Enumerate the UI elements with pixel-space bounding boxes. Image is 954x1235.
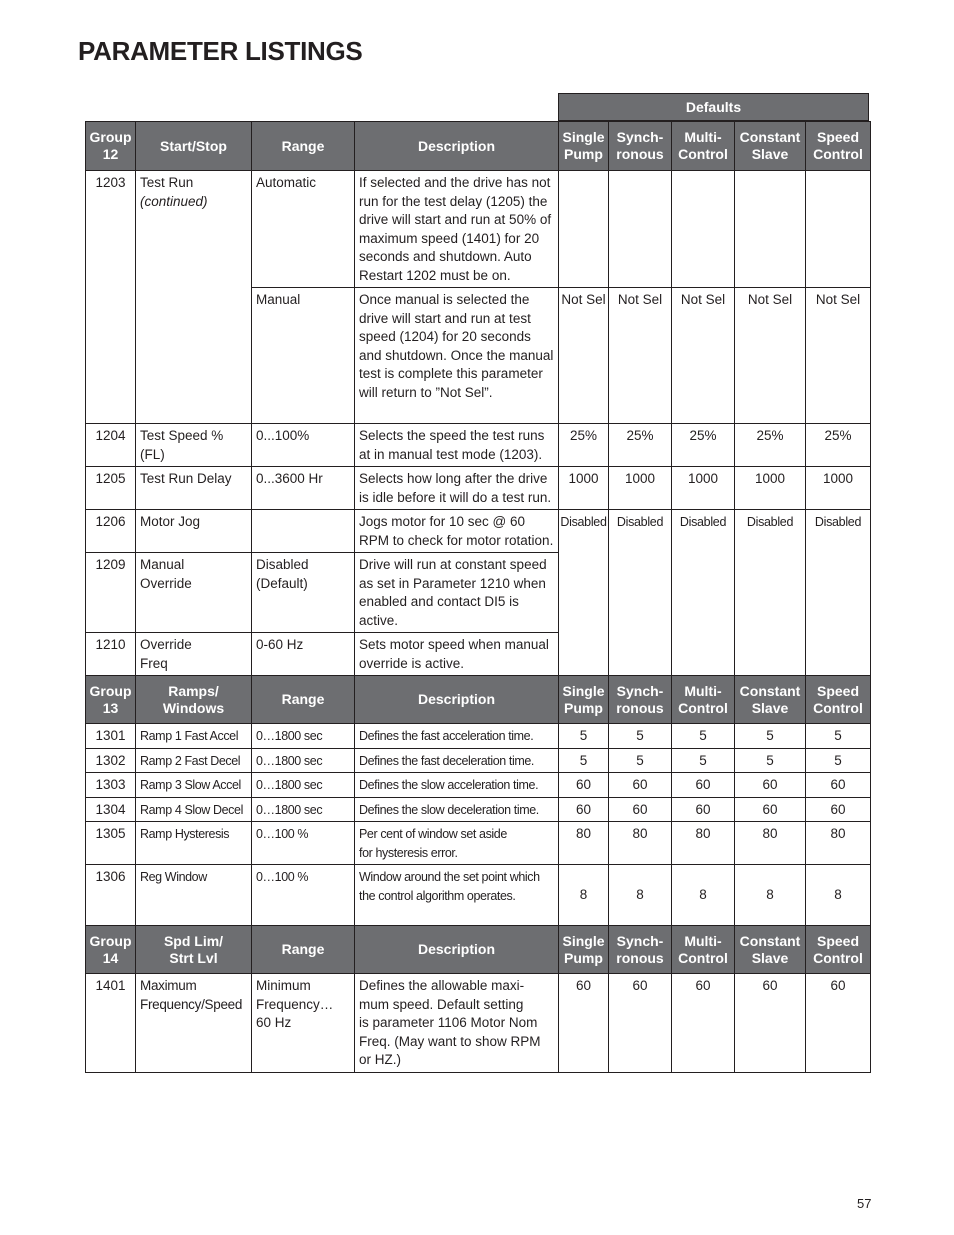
default-value: 5 — [806, 748, 871, 773]
description-header: Description — [355, 926, 559, 974]
default-value: 60 — [806, 797, 871, 822]
default-value: 5 — [559, 724, 609, 749]
param-range — [252, 510, 355, 553]
description-header: Description — [355, 122, 559, 171]
param-name: Test Run Delay — [136, 467, 252, 510]
range-header: Range — [252, 676, 355, 724]
constant-slave-header: Constant Slave — [735, 926, 806, 974]
param-range: 0...3600 Hr — [252, 467, 355, 510]
param-id: 1305 — [86, 822, 136, 865]
page-number: 57 — [857, 1196, 872, 1211]
default-value: 1000 — [672, 467, 735, 510]
synchronous-header: Synch- ronous — [609, 926, 672, 974]
default-value: 60 — [609, 773, 672, 798]
group-number-header: Group 14 — [86, 926, 136, 974]
speed-control-header: Speed Control — [806, 926, 871, 974]
group-number-header: Group 12 — [86, 122, 136, 171]
default-value: Not Sel — [609, 288, 672, 424]
default-value: 25% — [806, 424, 871, 467]
default-value: 60 — [672, 797, 735, 822]
param-description: Defines the fast deceleration time. — [355, 748, 559, 773]
default-value: 8 — [806, 865, 871, 926]
speed-control-header: Speed Control — [806, 676, 871, 724]
param-id: 1210 — [86, 633, 136, 676]
param-range: 0…100 % — [252, 865, 355, 926]
param-range: 0…1800 sec — [252, 724, 355, 749]
param-name: Motor Jog — [136, 510, 252, 553]
constant-slave-header: Constant Slave — [735, 676, 806, 724]
param-description: If selected and the drive has not run for the test delay (1205) the drive will start and run at 50% of maximum speed (1401) for 20 seconds and shutdown. Auto Restart 1202 must be on. — [355, 171, 559, 288]
default-value: 60 — [672, 974, 735, 1073]
param-description: Sets motor speed when manual override is active. — [355, 633, 559, 676]
param-id: 1301 — [86, 724, 136, 749]
param-description: Defines the slow deceleration time. — [355, 797, 559, 822]
default-value: 25% — [609, 424, 672, 467]
group-12-header-row — [86, 122, 871, 171]
group-name-header: Spd Lim/ Strt Lvl — [136, 926, 252, 974]
table-row — [86, 424, 871, 467]
param-range: 0...100% — [252, 424, 355, 467]
group-14-header-row — [86, 926, 871, 974]
synchronous-header: Synch- ronous — [609, 122, 672, 171]
default-value: 60 — [559, 797, 609, 822]
default-value-cell — [609, 171, 672, 288]
group-name-header: Start/Stop — [136, 122, 252, 171]
default-value: 8 — [672, 865, 735, 926]
param-id: 1306 — [86, 865, 136, 926]
table-row — [86, 797, 871, 822]
group-name-header: Ramps/ Windows — [136, 676, 252, 724]
range-header: Range — [252, 122, 355, 171]
param-description: Window around the set point which the control algorithm operates. — [355, 865, 559, 926]
default-value: Not Sel — [672, 288, 735, 424]
default-value: 60 — [559, 974, 609, 1073]
param-id: 1303 — [86, 773, 136, 798]
param-range: 0…1800 sec — [252, 797, 355, 822]
default-value: 5 — [672, 748, 735, 773]
param-range: Disabled (Default) — [252, 553, 355, 633]
default-value: 5 — [806, 724, 871, 749]
default-value: Not Sel — [559, 288, 609, 424]
param-description: Jogs motor for 10 sec @ 60 RPM to check for motor rotation. — [355, 510, 559, 553]
group-number-header: Group 13 — [86, 676, 136, 724]
param-range: Manual — [252, 288, 355, 424]
multi-control-header: Multi- Control — [672, 122, 735, 171]
default-value-cell — [735, 171, 806, 288]
default-value: 1000 — [559, 467, 609, 510]
param-id: 1302 — [86, 748, 136, 773]
description-header: Description — [355, 676, 559, 724]
table-row — [86, 510, 871, 553]
range-header: Range — [252, 926, 355, 974]
default-value: 1000 — [735, 467, 806, 510]
param-id: 1304 — [86, 797, 136, 822]
default-value: 60 — [609, 974, 672, 1073]
param-range: Automatic — [252, 171, 355, 288]
table-row — [86, 822, 871, 865]
default-value: 8 — [609, 865, 672, 926]
default-value: 5 — [559, 748, 609, 773]
table-row — [86, 748, 871, 773]
default-value: 60 — [806, 974, 871, 1073]
param-description: Drive will run at constant speed as set in Parameter 1210 when enabled and contact DI5 is active. — [355, 553, 559, 633]
param-description: Selects the speed the test runs at in manual test mode (1203). — [355, 424, 559, 467]
param-name: Ramp 2 Fast Decel — [136, 748, 252, 773]
table-row — [86, 171, 871, 288]
default-value: 80 — [672, 822, 735, 865]
default-value: 80 — [609, 822, 672, 865]
default-value: 1000 — [806, 467, 871, 510]
table-row — [86, 865, 871, 926]
param-description: Defines the fast acceleration time. — [355, 724, 559, 749]
single-pump-header: Single Pump — [559, 122, 609, 171]
param-name: Maximum Frequency/Speed — [136, 974, 252, 1073]
default-value: 5 — [735, 748, 806, 773]
default-value: 25% — [559, 424, 609, 467]
param-description: Selects how long after the drive is idle before it will do a test run. — [355, 467, 559, 510]
single-pump-header: Single Pump — [559, 926, 609, 974]
param-name: Ramp 4 Slow Decel — [136, 797, 252, 822]
default-value: 5 — [735, 724, 806, 749]
default-value: 80 — [806, 822, 871, 865]
param-range: Minimum Frequency… 60 Hz — [252, 974, 355, 1073]
speed-control-header: Speed Control — [806, 122, 871, 171]
default-value: 5 — [672, 724, 735, 749]
default-value: 8 — [559, 865, 609, 926]
param-name: Manual Override — [136, 553, 252, 633]
default-value: Disabled — [609, 510, 672, 676]
default-value: 80 — [559, 822, 609, 865]
param-description: Per cent of window set aside for hysteresis error. — [355, 822, 559, 865]
param-name: Ramp 3 Slow Accel — [136, 773, 252, 798]
param-id: 1204 — [86, 424, 136, 467]
param-name: Reg Window — [136, 865, 252, 926]
default-value: 60 — [735, 773, 806, 798]
param-name — [136, 171, 252, 424]
param-range: 0-60 Hz — [252, 633, 355, 676]
param-description: Defines the slow acceleration time. — [355, 773, 559, 798]
param-id: 1205 — [86, 467, 136, 510]
table-row — [86, 467, 871, 510]
default-value: Disabled — [559, 510, 609, 676]
param-id: 1206 — [86, 510, 136, 553]
group-13-header-row — [86, 676, 871, 724]
default-value: 60 — [735, 974, 806, 1073]
table-row — [86, 724, 871, 749]
page-title: PARAMETER LISTINGS — [78, 36, 363, 66]
param-id: 1209 — [86, 553, 136, 633]
default-value: 5 — [609, 748, 672, 773]
default-value: 60 — [806, 773, 871, 798]
param-description: Once manual is selected the drive will start and run at test speed (1204) for 20 seconds and shutdown. Once the manual test is complete this parameter will return to ”Not Sel”. — [355, 288, 559, 424]
default-value: 5 — [609, 724, 672, 749]
default-value: Not Sel — [806, 288, 871, 424]
default-value: 8 — [735, 865, 806, 926]
default-value: 60 — [672, 773, 735, 798]
default-value: 1000 — [609, 467, 672, 510]
param-name-text: Test Run — [140, 175, 194, 190]
default-value: Disabled — [735, 510, 806, 676]
default-value: Disabled — [806, 510, 871, 676]
param-name: Override Freq — [136, 633, 252, 676]
multi-control-header: Multi- Control — [672, 926, 735, 974]
default-value: 25% — [735, 424, 806, 467]
default-value: 60 — [609, 797, 672, 822]
param-name: Ramp 1 Fast Accel — [136, 724, 252, 749]
synchronous-header: Synch- ronous — [609, 676, 672, 724]
constant-slave-header: Constant Slave — [735, 122, 806, 171]
default-value-cell — [672, 171, 735, 288]
param-name: Ramp Hysteresis — [136, 822, 252, 865]
default-value: 25% — [672, 424, 735, 467]
param-range: 0…100 % — [252, 822, 355, 865]
default-value: 60 — [735, 797, 806, 822]
param-range: 0…1800 sec — [252, 773, 355, 798]
default-value-cell — [559, 171, 609, 288]
single-pump-header: Single Pump — [559, 676, 609, 724]
param-name-note: (continued) — [140, 193, 208, 209]
parameter-table — [85, 121, 871, 1073]
default-value: 80 — [735, 822, 806, 865]
default-value-cell — [806, 171, 871, 288]
table-row — [86, 974, 871, 1073]
param-id: 1401 — [86, 974, 136, 1073]
param-range: 0…1800 sec — [252, 748, 355, 773]
default-value: Not Sel — [735, 288, 806, 424]
param-id: 1203 — [86, 171, 136, 424]
default-value: Disabled — [672, 510, 735, 676]
default-value: 60 — [559, 773, 609, 798]
defaults-header: Defaults — [558, 93, 869, 121]
table-row — [86, 773, 871, 798]
param-description: Defines the allowable maxi- mum speed. Default setting is parameter 1106 Motor Nom Freq. (May want to show RPM or HZ.) — [355, 974, 559, 1073]
multi-control-header: Multi- Control — [672, 676, 735, 724]
param-name: Test Speed % (FL) — [136, 424, 252, 467]
